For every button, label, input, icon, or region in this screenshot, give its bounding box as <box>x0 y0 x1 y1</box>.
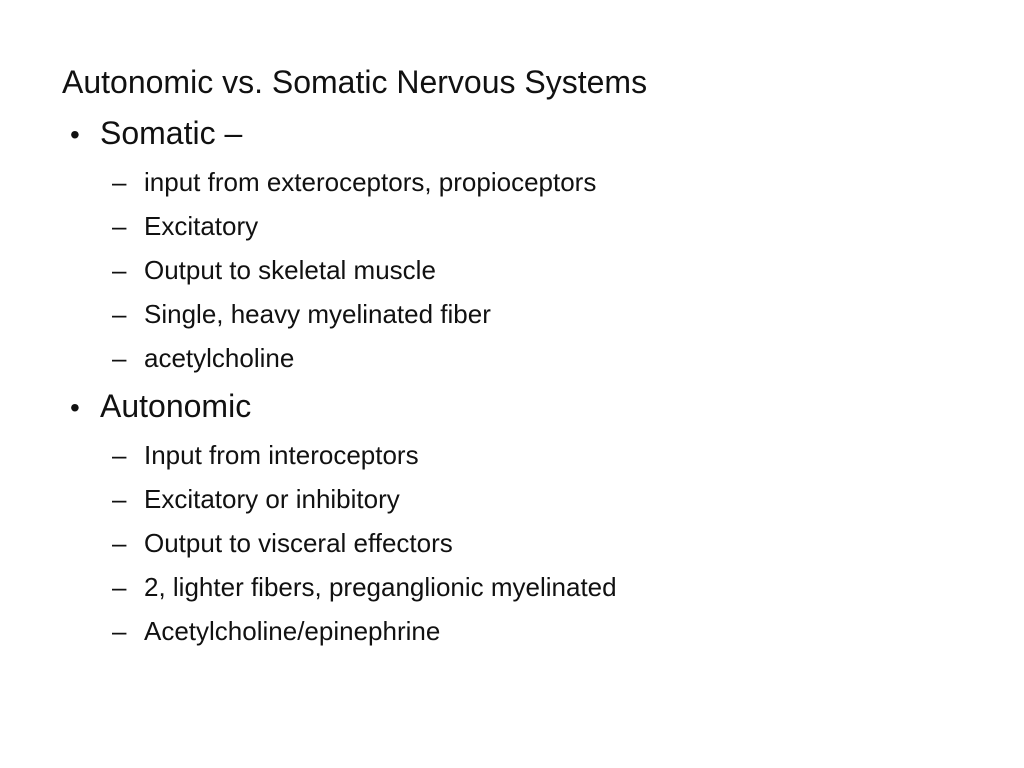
list-item-text: Output to visceral effectors <box>144 528 453 558</box>
dash-icon: – <box>112 484 127 514</box>
list-item-text: Excitatory or inhibitory <box>144 484 400 514</box>
bullet-heading: Autonomic <box>100 388 252 424</box>
list-item-text: Single, heavy myelinated fiber <box>144 299 491 329</box>
list-item-text: Input from interoceptors <box>144 440 419 470</box>
list-item <box>112 433 962 477</box>
bullet-icon: • <box>70 392 80 423</box>
list-item <box>112 292 962 336</box>
dash-icon: – <box>112 167 127 197</box>
bullet-autonomic <box>62 385 962 429</box>
dash-icon: – <box>112 211 127 241</box>
list-item <box>112 565 962 609</box>
dash-icon: – <box>112 343 127 373</box>
dash-icon: – <box>112 572 127 602</box>
bullet-somatic <box>62 112 962 156</box>
list-item <box>112 477 962 521</box>
list-item <box>112 521 962 565</box>
slide-title: Autonomic vs. Somatic Nervous Systems <box>62 64 648 100</box>
list-item <box>112 160 962 204</box>
dash-icon: – <box>112 255 127 285</box>
dash-icon: – <box>112 528 127 558</box>
bullet-icon: • <box>70 119 80 150</box>
section-somatic <box>62 112 962 380</box>
list-item-text: Excitatory <box>144 211 259 241</box>
list-item-text: acetylcholine <box>144 343 295 373</box>
list-item <box>112 204 962 248</box>
list-item <box>112 609 962 653</box>
somatic-subitems <box>62 160 962 380</box>
autonomic-subitems <box>62 433 962 653</box>
list-item <box>112 336 962 380</box>
list-item-text: Acetylcholine/epinephrine <box>144 616 441 646</box>
list-item-text: input from exteroceptors, propioceptors <box>144 167 597 197</box>
section-autonomic <box>62 385 962 653</box>
dash-icon: – <box>112 440 127 470</box>
dash-icon: – <box>112 616 127 646</box>
list-item-text: 2, lighter fibers, preganglionic myelinated <box>144 572 617 602</box>
dash-icon: – <box>112 299 127 329</box>
bullet-heading: Somatic – <box>100 115 243 151</box>
list-item <box>112 248 962 292</box>
list-item-text: Output to skeletal muscle <box>144 255 436 285</box>
